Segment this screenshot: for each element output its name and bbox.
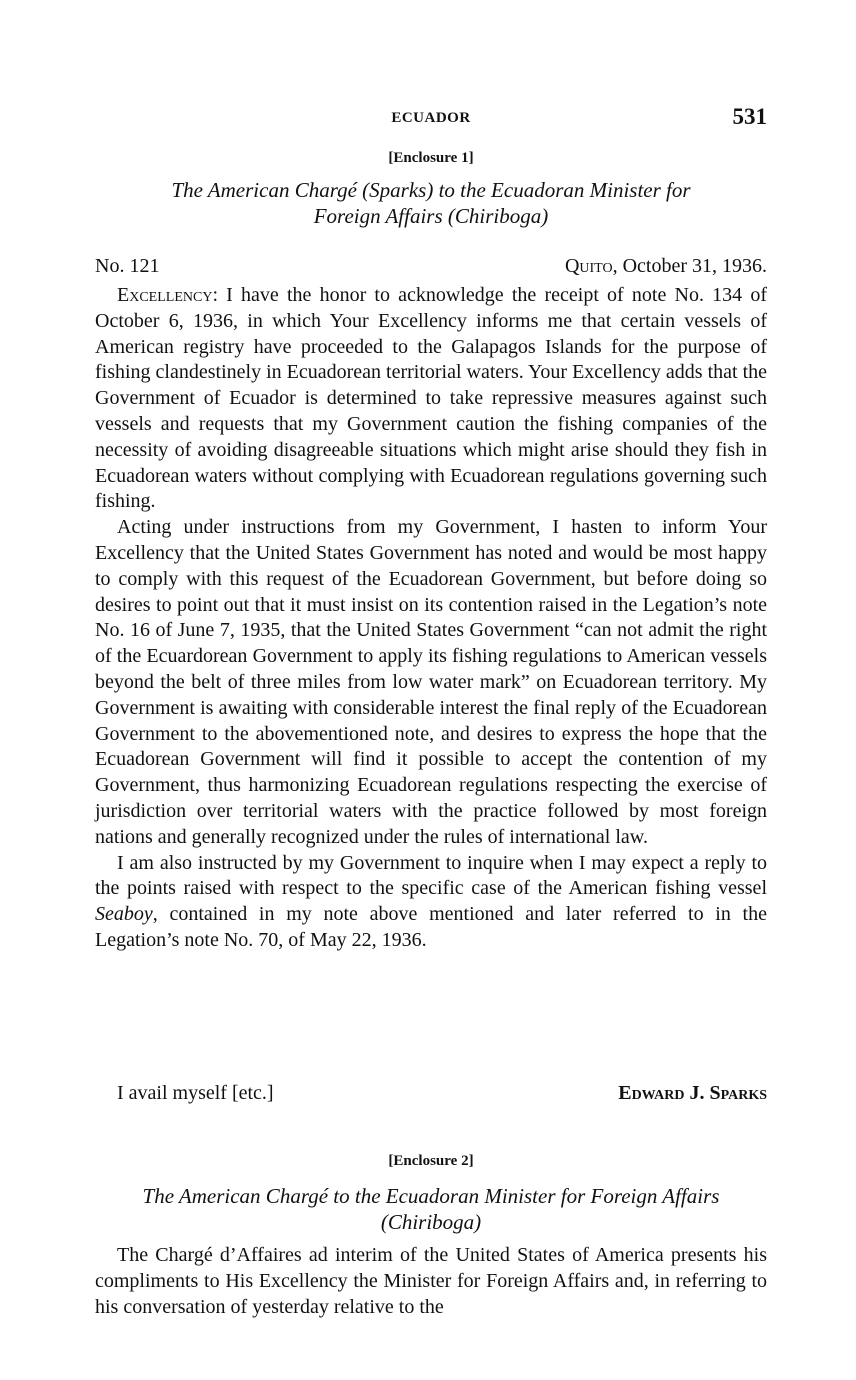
paragraph-3-text-a: I am also instructed by my Government to inquire when I may expect a reply to the points raised with respect to the specific case of the American fishing vessel [95, 851, 767, 900]
paragraph-2: Acting under instructions from my Government, I hasten to inform Your Excellency that the United States Government has noted and would be most happy to comply with this request of the Ecuadorean Government, but before doing so desires to point out that it must insist on its contention raised in the Legation’s note No. 16 of June 7, 1935, that the United States Government “can not admit the right of the Ecuardorean Government to apply its fishing regulations to American vessels beyond the belt of three miles from low water mark” on Ecuadorean territory. My Government is awaiting with considerable interest the final reply of the Ecuadorean Government to the abovementioned note, and desires to express the hope that the Ecuadorean Government will find it possible to accept the contention of my Government, thus harmonizing Ecuadorean regulations respecting the exercise of jurisdiction over territorial waters with the practice followed by most foreign nations and generally recognized under the rules of international law. [95, 516, 767, 848]
paragraph-3-text-b: , contained in my note above mentioned and later referred to in the Legation’s note No. 70, of May 22, 1936. [95, 903, 767, 951]
note-number: No. 121 [95, 255, 160, 277]
enclosure-1-body [95, 283, 767, 954]
running-title: ECUADOR [391, 110, 471, 126]
place: Quito [564, 255, 613, 277]
closing-formula: I avail myself [etc.] [117, 1082, 274, 1104]
enclosure-2-heading-line-1: The American Chargé to the Ecuadoran Minister for Foreign Affairs [142, 1184, 720, 1208]
paragraph-1 [95, 283, 767, 515]
enclosure-1-heading [95, 177, 767, 229]
enclosure-1-label: [Enclosure 1] [388, 150, 474, 166]
signature: Edward J. Sparks [618, 1082, 767, 1104]
document-page [95, 0, 767, 1380]
closing-line [95, 1082, 767, 1108]
running-head [95, 104, 767, 134]
date: , October 31, 1936. [612, 255, 767, 277]
place-and-date [565, 255, 767, 278]
enclosure-2-paragraph-1: The Chargé d’Affaires ad interim of the United States of America presents his compliments to His Excellency the Minister for Foreign Affairs and, in referring to his conversation of yesterday relative to the [95, 1244, 767, 1318]
paragraph-3 [95, 851, 767, 954]
enclosure-1-heading-line-1: The American Chargé (Sparks) to the Ecuadoran Minister for [171, 178, 691, 202]
enclosure-2-heading [95, 1183, 767, 1235]
paragraph-1-text: : I have the honor to acknowledge the receipt of note No. 134 of October 6, 1936, in which Your Excellency informs me that certain vessels of American registry have proceeded to the Galapagos Islands for the purpose of fishing clandestinely in Ecuadorean territorial waters. Your Excellency adds that the Government of Ecuador is determined to take repressive measures against such vessels and requests that my Government caution the fishing companies of the necessity of avoiding disagreeable situations which might arise should they fish in Ecuadorean waters without complying with Ecuadorean regulations governing such fishing. [95, 284, 768, 513]
enclosure-2-heading-line-2: (Chiriboga) [380, 1210, 482, 1234]
enclosure-2-label: [Enclosure 2] [388, 1153, 474, 1169]
salutation: Excellency [117, 284, 213, 306]
vessel-name: Seaboy [95, 903, 153, 926]
dateline [95, 255, 767, 281]
enclosure-2-body [95, 1243, 767, 1320]
enclosure-1-heading-line-2: Foreign Affairs (Chiriboga) [313, 204, 549, 228]
page-number: 531 [732, 104, 767, 129]
